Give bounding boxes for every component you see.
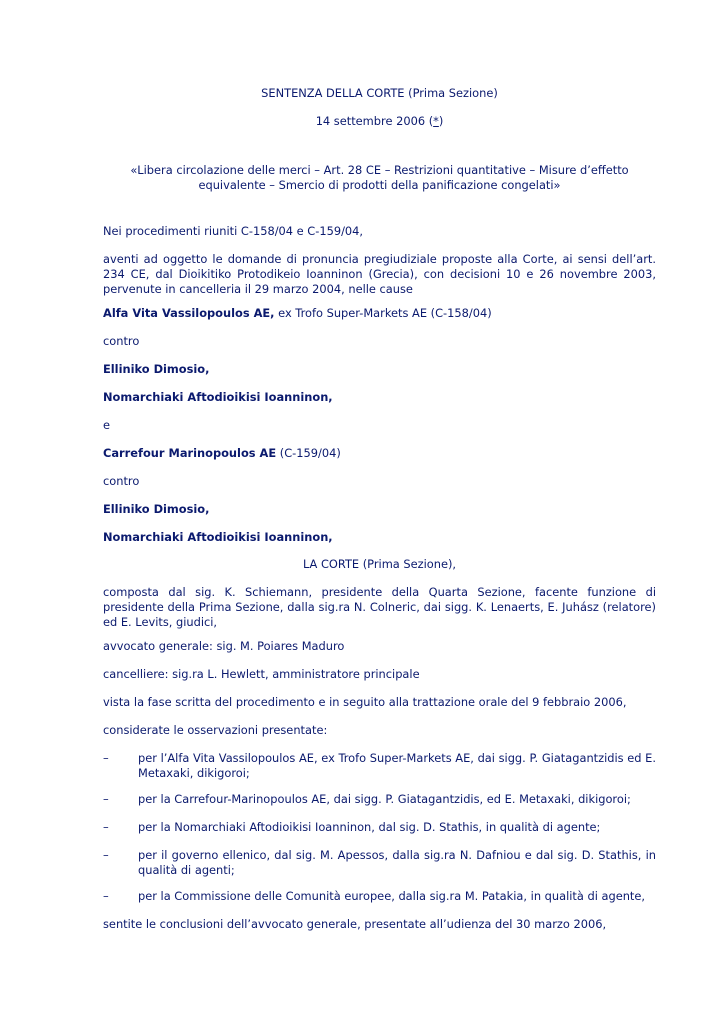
case2-party-name: Carrefour Marinopoulos AE <box>103 446 277 460</box>
court-heading: LA CORTE (Prima Sezione), <box>302 557 457 571</box>
list-item-text: per il governo ellenico, dal sig. M. Apessos, dalla sig.ra N. Dafniou e dal sig. D. Stathis, in qualità di agenti; <box>138 848 656 877</box>
case2-contro: contro <box>103 474 140 488</box>
case1-respondent-1: Elliniko Dimosio, <box>103 362 210 376</box>
advocate-general: avvocato generale: sig. M. Poiares Maduro <box>103 639 345 653</box>
conclusions-paragraph: sentite le conclusioni dell’avvocato generale, presentate all’udienza del 30 marzo 2006, <box>103 917 607 931</box>
case2-party-detail: (C-159/04) <box>276 446 341 460</box>
list-dash: – <box>103 848 109 862</box>
case1-party-name: Alfa Vita Vassilopoulos AE, <box>103 306 275 320</box>
list-dash: – <box>103 751 109 765</box>
observations-intro: considerate le osservazioni presentate: <box>103 723 328 737</box>
list-dash: – <box>103 792 109 806</box>
case2-respondent-1: Elliniko Dimosio, <box>103 502 210 516</box>
procedure-paragraph: vista la fase scritta del procedimento e in seguito alla trattazione orale del 9 febbraio 2006, <box>103 695 627 709</box>
date-paren-open: ( <box>428 114 434 128</box>
judgment-date: 14 settembre 2006 <box>315 114 426 128</box>
list-item <box>103 848 656 878</box>
judgment-date-line <box>103 114 656 129</box>
composition-paragraph: composta dal sig. K. Schiemann, presidente della Quarta Sezione, facente funzione di presidente della Prima Sezione, dalla sig.ra N. Colneric, dai sigg. K. Lenaerts, E. Juhász (relatore) ed E. Levits, giudici, <box>103 585 656 629</box>
list-item-text: per la Nomarchiaki Aftodioikisi Ioanninon, dal sig. D. Stathis, in qualità di agente; <box>138 820 601 834</box>
judgment-title: SENTENZA DELLA CORTE (Prima Sezione) <box>261 86 498 100</box>
conjunction: e <box>103 418 111 432</box>
case1-respondent-2: Nomarchiaki Aftodioikisi Ioanninon, <box>103 390 333 404</box>
list-dash: – <box>103 820 109 834</box>
list-item-text: per la Carrefour-Marinopoulos AE, dai sigg. P. Giatagantzidis, ed E. Metaxaki, dikigoroi; <box>138 792 631 806</box>
list-item-text: per l’Alfa Vita Vassilopoulos AE, ex Trofo Super-Markets AE, dai sigg. P. Giatagantzidis ed E. Metaxaki, dikigoroi; <box>138 751 656 780</box>
footnote-link[interactable]: * <box>433 114 439 128</box>
judgment-subject: «Libera circolazione delle merci – Art. 28 CE – Restrizioni quantitative – Misure d’effetto equivalente – Smercio di prodotti della panificazione congelati» <box>130 163 629 192</box>
list-item <box>103 751 656 781</box>
list-dash: – <box>103 889 109 903</box>
list-item-text: per la Commissione delle Comunità europee, dalla sig.ra M. Patakia, in qualità di agente, <box>138 889 646 903</box>
case2-respondent-2: Nomarchiaki Aftodioikisi Ioanninon, <box>103 530 333 544</box>
case2-applicant <box>103 446 656 461</box>
case1-party-detail: ex Trofo Super-Markets AE (C-158/04) <box>274 306 492 320</box>
case1-contro: contro <box>103 334 140 348</box>
date-paren-close: ) <box>438 114 444 128</box>
reference-paragraph: aventi ad oggetto le domande di pronuncia pregiudiziale proposte alla Corte, ai sensi dell’art. 234 CE, dal Dioikitiko Protodikeio Ioanninon (Grecia), con decisioni 10 e 26 novembre 2003, pervenute in cancelleria il 29 marzo 2004, nelle cause <box>103 252 656 296</box>
registrar: cancelliere: sig.ra L. Hewlett, amministratore principale <box>103 667 420 681</box>
case1-applicant <box>103 306 656 321</box>
joined-cases-intro: Nei procedimenti riuniti C-158/04 e C-159/04, <box>103 224 364 238</box>
